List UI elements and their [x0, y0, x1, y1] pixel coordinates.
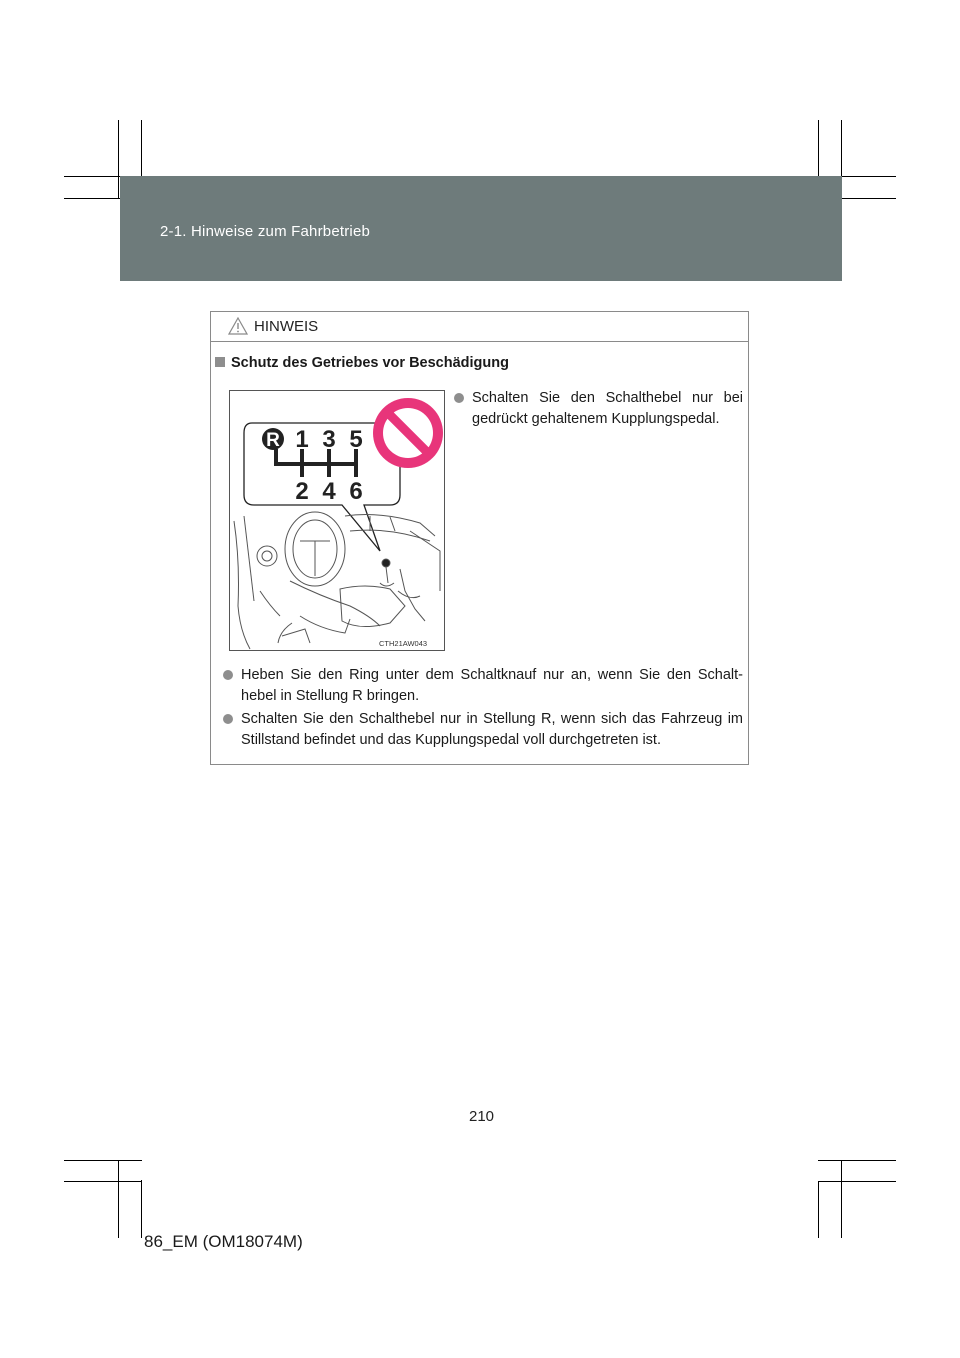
section-title: 2-1. Hinweise zum Fahrbetrieb [160, 223, 371, 240]
notice-label: HINWEIS [254, 318, 319, 335]
gear-label-6: 6 [349, 478, 363, 505]
bullet-text: Schalten Sie den Schalthebel nur bei gedrückt gehaltenem Kupplungspedal. [472, 390, 743, 427]
crop-mark [118, 1160, 119, 1238]
gear-label-5: 5 [349, 426, 363, 453]
warning-triangle-icon [228, 317, 248, 335]
square-bullet-icon [215, 357, 225, 367]
crop-mark [818, 1181, 896, 1182]
gear-label-1: 1 [295, 426, 309, 453]
crop-mark [118, 120, 119, 198]
crop-mark [841, 1160, 842, 1238]
gear-label-4: 4 [322, 478, 336, 505]
crop-mark [64, 1160, 142, 1161]
crop-mark [818, 1160, 896, 1161]
round-bullet-icon [223, 714, 233, 724]
gear-label-r: R [266, 430, 280, 451]
gear-label-2: 2 [295, 478, 309, 505]
round-bullet-icon [223, 670, 233, 680]
section-header-band [120, 176, 842, 281]
subheading-text: Schutz des Getriebes vor Beschädigung [231, 355, 509, 371]
page-number: 210 [469, 1108, 495, 1125]
figure-code: CTH21AW043 [379, 639, 428, 648]
bullet-text: Heben Sie den Ring unter dem Schaltknauf nur an, wenn Sie den Schalt-hebel in Stellung R bringen. [241, 667, 743, 704]
gear-label-3: 3 [322, 426, 336, 453]
crop-mark [818, 1181, 819, 1238]
bullet-text: Schalten Sie den Schalthebel nur in Stellung R, wenn sich das Fahrzeug im Stillstand befindet und das Kupplungspedal voll durchgetreten ist. [241, 711, 743, 748]
gear-shift-illustration [229, 390, 445, 651]
illustration-graphic [230, 391, 444, 650]
crop-mark [141, 1180, 142, 1238]
document-code: 86_EM (OM18074M) [144, 1232, 303, 1251]
notice-subheading [215, 355, 509, 371]
round-bullet-icon [454, 393, 464, 403]
notice-box [210, 311, 749, 765]
bullet-item [223, 665, 743, 707]
bullet-item [223, 709, 743, 751]
car-interior-line-art [234, 512, 440, 649]
notice-header [211, 312, 748, 342]
bullet-item [454, 388, 743, 430]
crop-mark [64, 1181, 142, 1182]
prohibition-icon [373, 398, 443, 468]
